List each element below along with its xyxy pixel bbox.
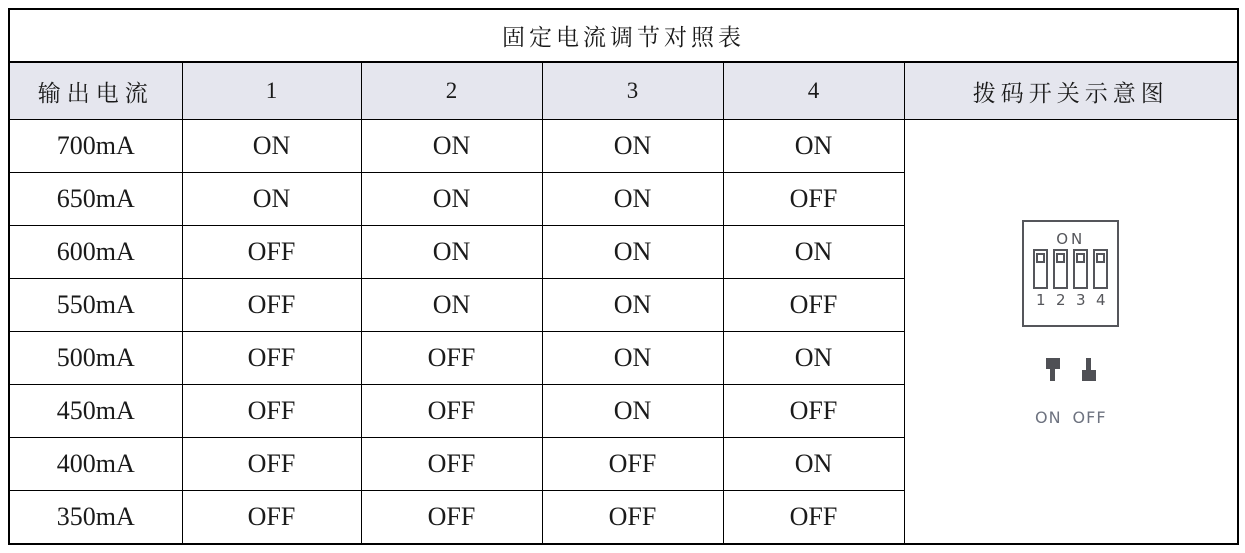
- switch-3-state: ON: [542, 332, 723, 385]
- output-current-cell: 500mA: [9, 332, 182, 385]
- switch-on-icon: [1046, 358, 1060, 381]
- switch-4-state: OFF: [723, 279, 904, 332]
- switch-4-state: ON: [723, 438, 904, 491]
- legend-on-label: ON: [1034, 408, 1062, 427]
- dip-switch-1-icon: [1033, 249, 1048, 289]
- legend-labels: [905, 408, 1238, 427]
- switch-1-state: OFF: [182, 491, 361, 545]
- switch-4-state: OFF: [723, 385, 904, 438]
- dip-number-2: 2: [1055, 291, 1066, 309]
- switch-1-state: ON: [182, 120, 361, 173]
- table-row-700ma: [9, 120, 1238, 173]
- switch-2-state: ON: [361, 173, 542, 226]
- current-adjust-table: [8, 8, 1239, 545]
- dip-switch-3-icon: [1073, 249, 1088, 289]
- switch-2-state: ON: [361, 226, 542, 279]
- col-header-switch-1: 1: [182, 62, 361, 120]
- switch-3-state: ON: [542, 279, 723, 332]
- output-current-cell: 650mA: [9, 173, 182, 226]
- switch-4-state: OFF: [723, 173, 904, 226]
- switch-4-state: ON: [723, 332, 904, 385]
- dip-switch-4-icon: [1093, 249, 1108, 289]
- switch-2-state: ON: [361, 120, 542, 173]
- table-title: 固定电流调节对照表: [9, 9, 1238, 62]
- col-header-switch-2: 2: [361, 62, 542, 120]
- switch-1-state: OFF: [182, 332, 361, 385]
- switch-1-state: OFF: [182, 385, 361, 438]
- switch-2-state: OFF: [361, 332, 542, 385]
- dip-number-3: 3: [1075, 291, 1086, 309]
- switch-1-state: OFF: [182, 279, 361, 332]
- output-current-cell: 600mA: [9, 226, 182, 279]
- dip-number-4: 4: [1095, 291, 1106, 309]
- dip-switch-diagram: [905, 120, 1238, 427]
- title-row: [9, 9, 1238, 62]
- dip-on-label: ON: [1056, 230, 1086, 248]
- dip-switch-diagram-cell: [904, 120, 1238, 545]
- switch-off-icon: [1082, 358, 1096, 381]
- switch-1-state: OFF: [182, 226, 361, 279]
- switch-1-state: OFF: [182, 438, 361, 491]
- header-row: [9, 62, 1238, 120]
- dip-switch-row: [1024, 249, 1117, 289]
- output-current-cell: 350mA: [9, 491, 182, 545]
- switch-3-state: OFF: [542, 491, 723, 545]
- dip-knob-icon: [1056, 253, 1065, 263]
- switch-3-state: ON: [542, 120, 723, 173]
- switch-4-state: OFF: [723, 491, 904, 545]
- output-current-cell: 400mA: [9, 438, 182, 491]
- col-header-output-current: 输出电流: [9, 62, 182, 120]
- dip-switch-2-icon: [1053, 249, 1068, 289]
- col-header-switch-3: 3: [542, 62, 723, 120]
- switch-2-state: OFF: [361, 438, 542, 491]
- switch-3-state: ON: [542, 385, 723, 438]
- legend-off-label: OFF: [1072, 408, 1107, 427]
- switch-2-state: ON: [361, 279, 542, 332]
- dip-number-1: 1: [1035, 291, 1046, 309]
- switch-3-state: ON: [542, 173, 723, 226]
- output-current-cell: 550mA: [9, 279, 182, 332]
- switch-4-state: ON: [723, 120, 904, 173]
- dip-knob-icon: [1076, 253, 1085, 263]
- switch-3-state: OFF: [542, 438, 723, 491]
- switch-2-state: OFF: [361, 385, 542, 438]
- switch-4-state: ON: [723, 226, 904, 279]
- col-header-switch-4: 4: [723, 62, 904, 120]
- col-header-dip-diagram: 拨码开关示意图: [904, 62, 1238, 120]
- switch-3-state: ON: [542, 226, 723, 279]
- output-current-cell: 700mA: [9, 120, 182, 173]
- dip-switch-numbers: [1024, 292, 1117, 308]
- dip-knob-icon: [1036, 253, 1045, 263]
- output-current-cell: 450mA: [9, 385, 182, 438]
- dip-knob-icon: [1096, 253, 1105, 263]
- legend-icons: [905, 358, 1238, 381]
- switch-2-state: OFF: [361, 491, 542, 545]
- switch-1-state: ON: [182, 173, 361, 226]
- dip-switch-box: [1022, 220, 1119, 327]
